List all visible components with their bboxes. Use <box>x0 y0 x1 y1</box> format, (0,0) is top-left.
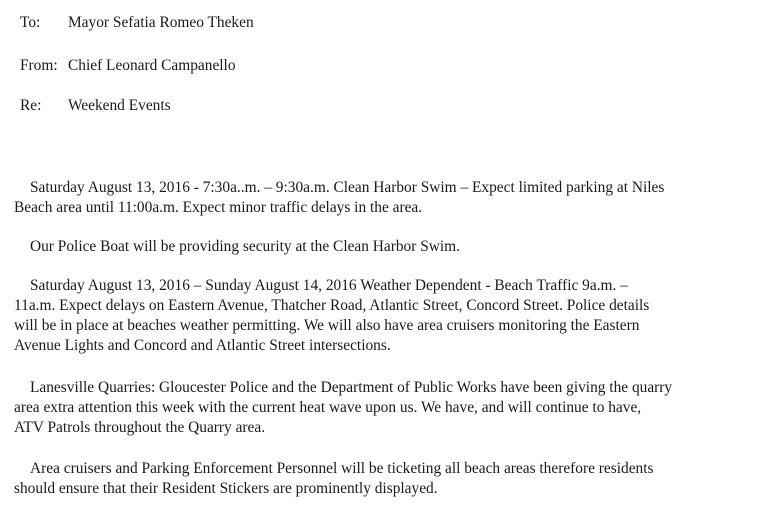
paragraph-parking-enforcement <box>14 459 764 499</box>
paragraph-line: Saturday August 13, 2016 – Sunday August 14, 2016 Weather Dependent - Beach Traffic 9a.m. – <box>30 277 628 294</box>
paragraph-line: Avenue Lights and Concord and Atlantic Street intersections. <box>14 337 391 354</box>
paragraph-line: ATV Patrols throughout the Quarry area. <box>14 419 266 436</box>
paragraph-line: Area cruisers and Parking Enforcement Personnel will be ticketing all beach areas therefore residents <box>30 460 654 477</box>
to-label: To: <box>20 14 41 31</box>
to-value: Mayor Sefatia Romeo Theken <box>68 14 254 31</box>
paragraph-police-boat <box>14 237 764 257</box>
re-label: Re: <box>20 97 42 114</box>
paragraph-lanesville-quarries <box>14 378 764 438</box>
from-label: From: <box>20 57 58 74</box>
re-value: Weekend Events <box>68 97 171 114</box>
from-value: Chief Leonard Campanello <box>68 57 236 74</box>
paragraph-line: should ensure that their Resident Stickers are prominently displayed. <box>14 480 438 497</box>
paragraph-line: Our Police Boat will be providing security at the Clean Harbor Swim. <box>30 238 460 255</box>
memo-re-row <box>20 96 171 116</box>
paragraph-line: Beach area until 11:00a.m. Expect minor traffic delays in the area. <box>14 199 423 216</box>
paragraph-line: 11a.m. Expect delays on Eastern Avenue, Thatcher Road, Atlantic Street, Concord Street. Police details <box>14 297 650 314</box>
paragraph-beach-traffic <box>14 276 764 356</box>
paragraph-clean-harbor-swim <box>14 178 764 218</box>
paragraph-line: area extra attention this week with the current heat wave upon us. We have, and will continue to have, <box>14 399 642 416</box>
paragraph-line: Lanesville Quarries: Gloucester Police and the Department of Public Works have been giving the quarry <box>30 379 673 396</box>
memo-to-row <box>20 13 254 33</box>
memo-from-row <box>20 56 236 76</box>
paragraph-line: Saturday August 13, 2016 - 7:30a..m. – 9:30a.m. Clean Harbor Swim – Expect limited parking at Niles <box>30 179 665 196</box>
paragraph-line: will be in place at beaches weather permitting. We will also have area cruisers monitoring the Eastern <box>14 317 640 334</box>
